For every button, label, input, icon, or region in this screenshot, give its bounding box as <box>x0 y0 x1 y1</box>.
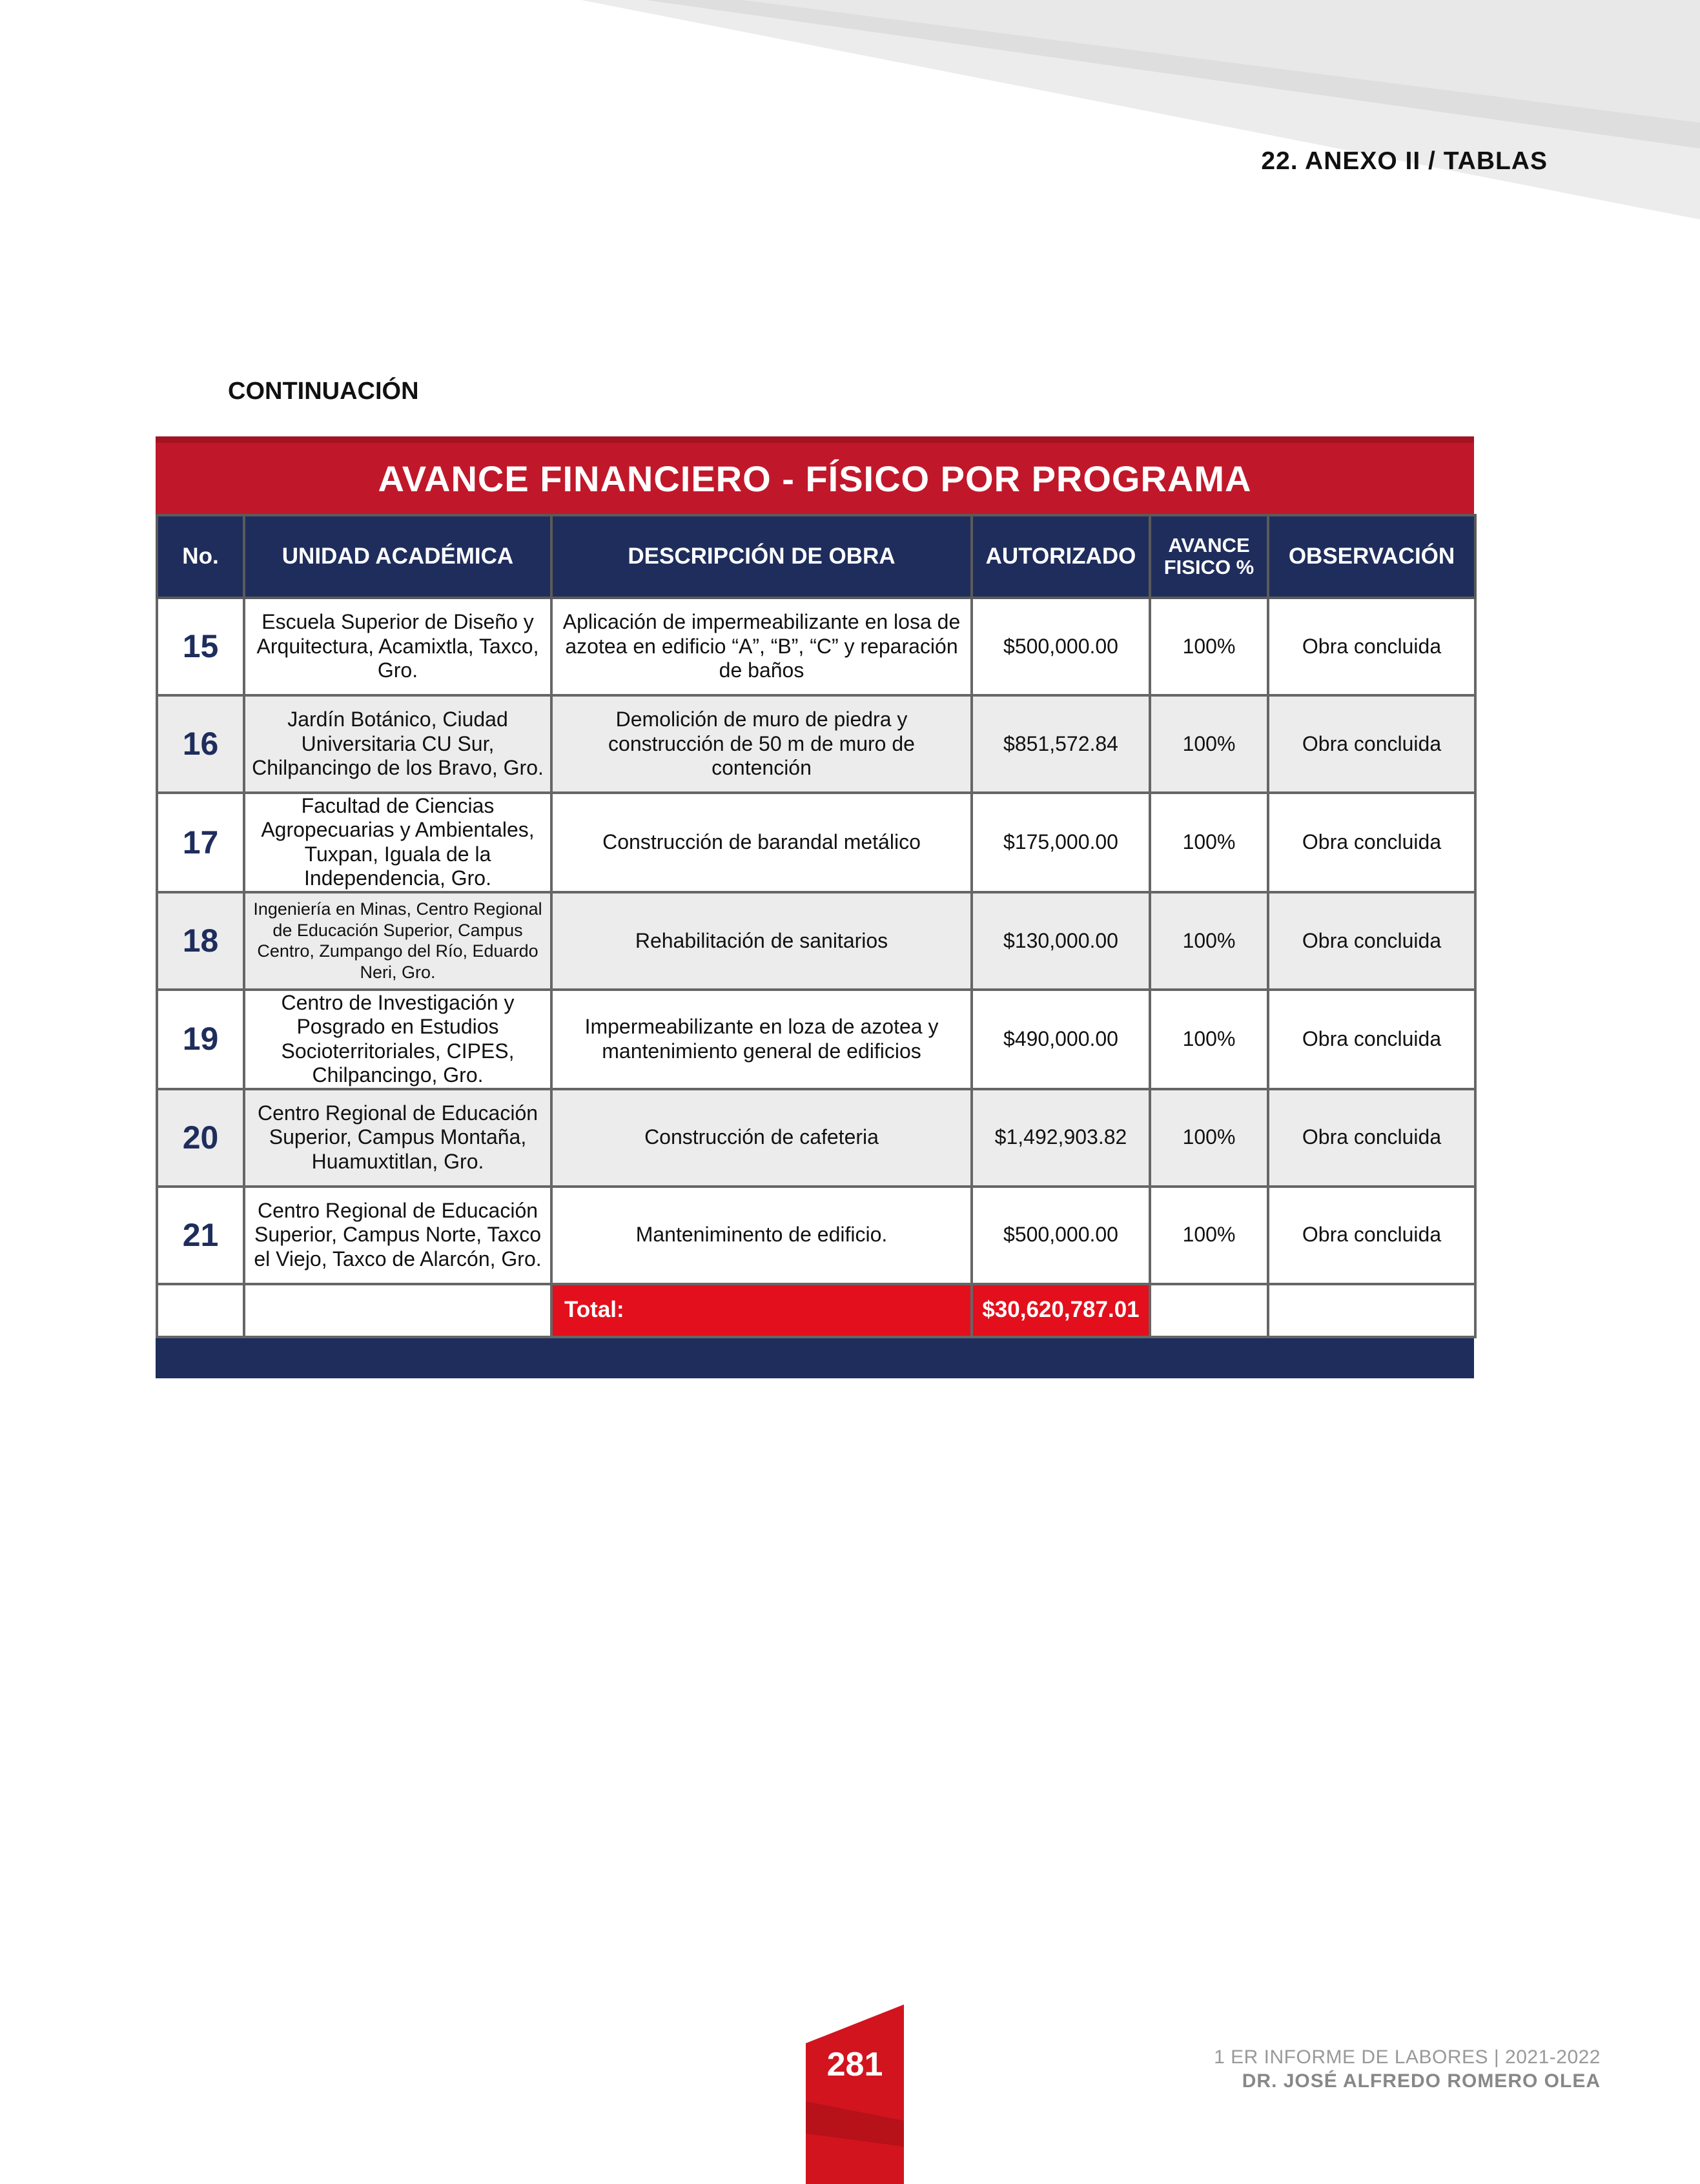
continuation-label: CONTINUACIÓN <box>228 378 419 405</box>
row-descripcion: Aplicación de impermeabilizante en losa de azotea en edificio “A”, “B”, “C” y reparación de baños <box>551 598 972 695</box>
row-autorizado: $490,000.00 <box>972 990 1150 1089</box>
row-number: 18 <box>157 892 244 990</box>
row-autorizado: $500,000.00 <box>972 1187 1150 1284</box>
row-number: 20 <box>157 1089 244 1187</box>
row-unidad: Centro de Investigación y Posgrado en Estudios Socioterritoriales, CIPES, Chilpancingo, Gro. <box>244 990 551 1089</box>
empty-cell <box>1150 1284 1268 1337</box>
table-row <box>157 892 1475 990</box>
table-row <box>157 695 1475 793</box>
empty-cell <box>1268 1284 1475 1337</box>
row-number: 16 <box>157 695 244 793</box>
col-header-avance: AVANCE FISICO % <box>1150 515 1268 598</box>
row-avance: 100% <box>1150 990 1268 1089</box>
row-descripcion: Construcción de cafeteria <box>551 1089 972 1187</box>
header-row <box>157 515 1475 598</box>
table-bottom-bar <box>156 1338 1474 1378</box>
row-descripcion: Manteniminento de edificio. <box>551 1187 972 1284</box>
row-observacion: Obra concluida <box>1268 1187 1475 1284</box>
col-header-unidad: UNIDAD ACADÉMICA <box>244 515 551 598</box>
page-number-tab <box>806 2005 904 2184</box>
table-row <box>157 1187 1475 1284</box>
row-avance: 100% <box>1150 793 1268 892</box>
table-row <box>157 598 1475 695</box>
row-avance: 100% <box>1150 892 1268 990</box>
row-number: 15 <box>157 598 244 695</box>
row-unidad: Centro Regional de Educación Superior, Campus Norte, Taxco el Viejo, Taxco de Alarcón, Gro. <box>244 1187 551 1284</box>
total-row <box>157 1284 1475 1337</box>
row-observacion: Obra concluida <box>1268 695 1475 793</box>
page-number: 281 <box>826 2046 883 2083</box>
data-table <box>156 514 1477 1338</box>
author-name: DR. JOSÉ ALFREDO ROMERO OLEA <box>1242 2070 1601 2092</box>
row-unidad: Facultad de Ciencias Agropecuarias y Ambientales, Tuxpan, Iguala de la Independencia, Gro. <box>244 793 551 892</box>
row-descripcion: Demolición de muro de piedra y construcción de 50 m de muro de contención <box>551 695 972 793</box>
table-row <box>157 990 1475 1089</box>
row-unidad: Jardín Botánico, Ciudad Universitaria CU Sur, Chilpancingo de los Bravo, Gro. <box>244 695 551 793</box>
row-avance: 100% <box>1150 695 1268 793</box>
col-header-autorizado: AUTORIZADO <box>972 515 1150 598</box>
row-unidad: Ingeniería en Minas, Centro Regional de Educación Superior, Campus Centro, Zumpango del Río, Eduardo Neri, Gro. <box>244 892 551 990</box>
row-autorizado: $851,572.84 <box>972 695 1150 793</box>
section-header: 22. ANEXO II / TABLAS <box>1261 147 1548 175</box>
row-observacion: Obra concluida <box>1268 598 1475 695</box>
row-number: 19 <box>157 990 244 1089</box>
table-title: AVANCE FINANCIERO - FÍSICO POR PROGRAMA <box>156 436 1474 514</box>
row-observacion: Obra concluida <box>1268 793 1475 892</box>
header-decoration <box>0 0 1700 232</box>
total-value: $30,620,787.01 <box>972 1284 1150 1337</box>
row-number: 17 <box>157 793 244 892</box>
row-observacion: Obra concluida <box>1268 1089 1475 1187</box>
row-autorizado: $175,000.00 <box>972 793 1150 892</box>
table-row <box>157 1089 1475 1187</box>
table-row <box>157 793 1475 892</box>
empty-cell <box>157 1284 244 1337</box>
col-header-no: No. <box>157 515 244 598</box>
row-descripcion: Rehabilitación de sanitarios <box>551 892 972 990</box>
row-unidad: Escuela Superior de Diseño y Arquitectura, Acamixtla, Taxco, Gro. <box>244 598 551 695</box>
financial-table <box>156 436 1474 1378</box>
row-observacion: Obra concluida <box>1268 892 1475 990</box>
col-header-descripcion: DESCRIPCIÓN DE OBRA <box>551 515 972 598</box>
row-autorizado: $500,000.00 <box>972 598 1150 695</box>
row-autorizado: $130,000.00 <box>972 892 1150 990</box>
row-number: 21 <box>157 1187 244 1284</box>
row-unidad: Centro Regional de Educación Superior, Campus Montaña, Huamuxtitlan, Gro. <box>244 1089 551 1187</box>
report-line: 1 ER INFORME DE LABORES | 2021-2022 <box>1214 2046 1601 2068</box>
row-avance: 100% <box>1150 598 1268 695</box>
empty-cell <box>244 1284 551 1337</box>
row-descripcion: Construcción de barandal metálico <box>551 793 972 892</box>
row-observacion: Obra concluida <box>1268 990 1475 1089</box>
col-header-observacion: OBSERVACIÓN <box>1268 515 1475 598</box>
row-autorizado: $1,492,903.82 <box>972 1089 1150 1187</box>
row-descripcion: Impermeabilizante en loza de azotea y mantenimiento general de edificios <box>551 990 972 1089</box>
row-avance: 100% <box>1150 1089 1268 1187</box>
total-label: Total: <box>551 1284 972 1337</box>
row-avance: 100% <box>1150 1187 1268 1284</box>
